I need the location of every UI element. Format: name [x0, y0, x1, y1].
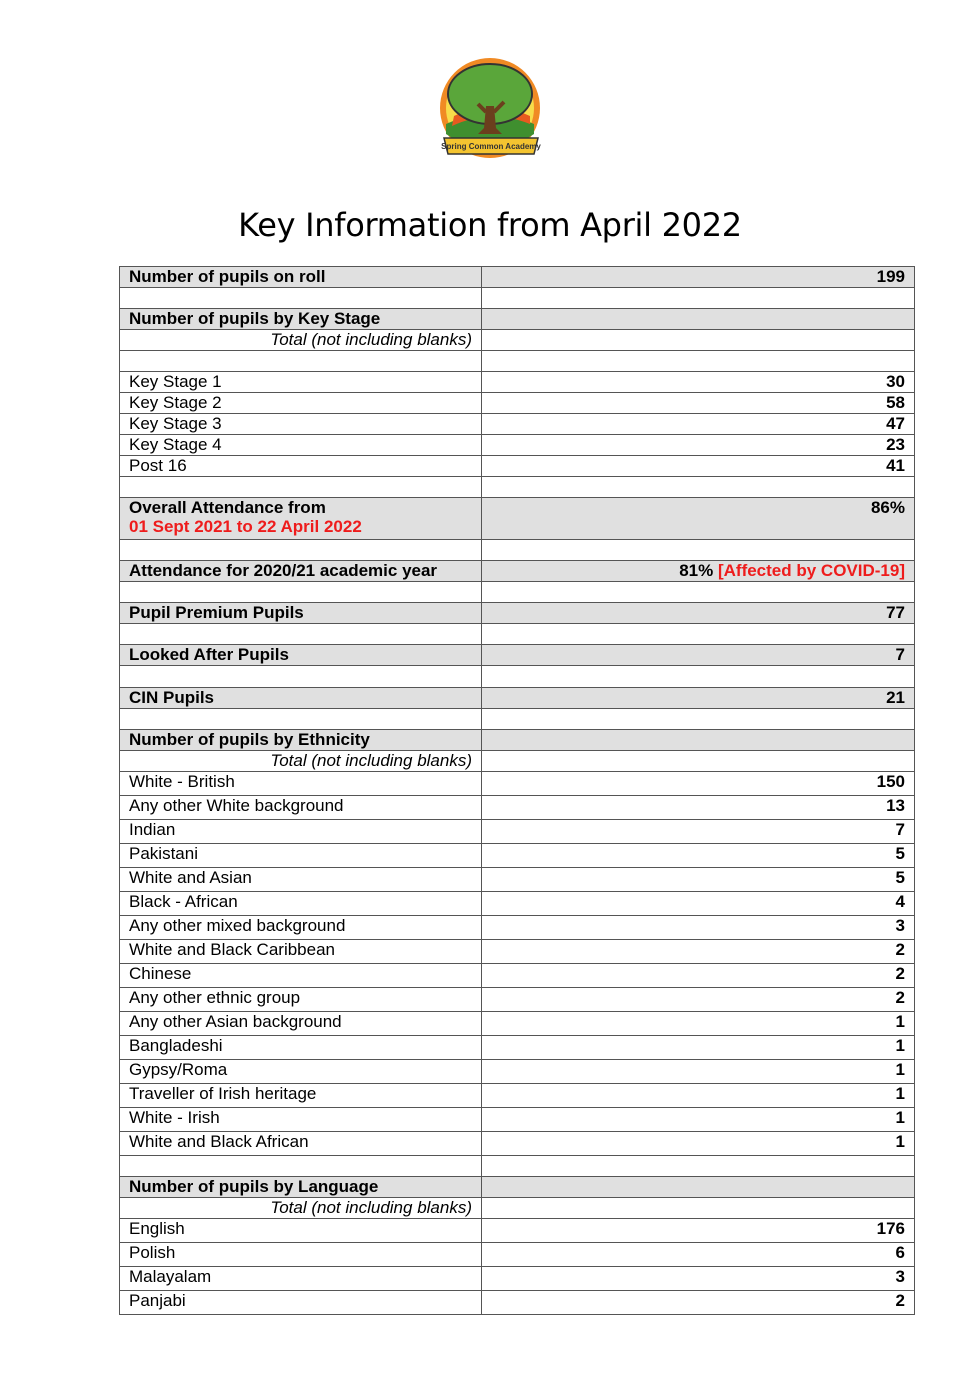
ethnicity-value: 1 — [482, 1108, 915, 1132]
ethnicity-heading: Number of pupils by Ethnicity — [120, 730, 482, 751]
ethnicity-value: 1 — [482, 1036, 915, 1060]
table-row — [120, 393, 915, 414]
ethnicity-label: Gypsy/Roma — [120, 1060, 482, 1084]
page-title: Key Information from April 2022 — [238, 206, 742, 244]
table-row — [120, 1243, 915, 1267]
table-row — [120, 603, 915, 624]
ethnicity-value: 1 — [482, 1060, 915, 1084]
key-stage-value: 58 — [482, 393, 915, 414]
ethnicity-value: 4 — [482, 892, 915, 916]
table-row — [120, 916, 915, 940]
attendance-2020-21-cell — [482, 561, 915, 582]
table-row — [120, 844, 915, 868]
table-row — [120, 892, 915, 916]
ethnicity-value: 2 — [482, 940, 915, 964]
table-row — [120, 796, 915, 820]
table-row — [120, 498, 915, 540]
key-stage-value: 41 — [482, 456, 915, 477]
ethnicity-value: 2 — [482, 988, 915, 1012]
language-value: 176 — [482, 1219, 915, 1243]
ethnicity-value: 2 — [482, 964, 915, 988]
key-stage-label: Post 16 — [120, 456, 482, 477]
spacer-row — [120, 582, 915, 603]
table-row — [120, 820, 915, 844]
spacer-row — [120, 1156, 915, 1177]
ethnicity-label: White and Asian — [120, 868, 482, 892]
school-logo — [434, 54, 548, 166]
key-information-table — [119, 266, 915, 1315]
spacer-row — [120, 540, 915, 561]
table-row — [120, 330, 915, 351]
looked-after-value: 7 — [482, 645, 915, 666]
ethnicity-value: 3 — [482, 916, 915, 940]
language-label: Panjabi — [120, 1291, 482, 1315]
table-row — [120, 1108, 915, 1132]
language-value: 2 — [482, 1291, 915, 1315]
cin-value: 21 — [482, 688, 915, 709]
language-subheading: Total (not including blanks) — [120, 1198, 482, 1219]
ethnicity-label: Black - African — [120, 892, 482, 916]
key-stage-subheading: Total (not including blanks) — [120, 330, 482, 351]
table-row — [120, 645, 915, 666]
table-row — [120, 267, 915, 288]
table-row — [120, 964, 915, 988]
language-value: 6 — [482, 1243, 915, 1267]
key-stage-label: Key Stage 1 — [120, 372, 482, 393]
table-row — [120, 772, 915, 796]
ethnicity-label: White and Black African — [120, 1132, 482, 1156]
pupil-premium-label: Pupil Premium Pupils — [120, 603, 482, 624]
language-value: 3 — [482, 1267, 915, 1291]
table-row — [120, 456, 915, 477]
table-row — [120, 751, 915, 772]
key-stage-label: Key Stage 2 — [120, 393, 482, 414]
pupil-premium-value: 77 — [482, 603, 915, 624]
table-row — [120, 940, 915, 964]
ethnicity-label: White and Black Caribbean — [120, 940, 482, 964]
table-row — [120, 372, 915, 393]
ethnicity-value: 5 — [482, 868, 915, 892]
key-stage-heading: Number of pupils by Key Stage — [120, 309, 482, 330]
table-row — [120, 868, 915, 892]
key-stage-value: 23 — [482, 435, 915, 456]
attendance-2020-21-value: 81% — [679, 561, 714, 580]
table-row — [120, 1291, 915, 1315]
table-row — [120, 414, 915, 435]
attendance-2020-21-label: Attendance for 2020/21 academic year — [120, 561, 482, 582]
table-row — [120, 1084, 915, 1108]
key-stage-label: Key Stage 4 — [120, 435, 482, 456]
ethnicity-value: 5 — [482, 844, 915, 868]
ethnicity-label: Any other ethnic group — [120, 988, 482, 1012]
overall-attendance-cell — [120, 498, 482, 540]
ethnicity-value: 1 — [482, 1132, 915, 1156]
key-stage-label: Key Stage 3 — [120, 414, 482, 435]
table-row — [120, 309, 915, 330]
table-row — [120, 1012, 915, 1036]
ethnicity-value: 7 — [482, 820, 915, 844]
pupils-on-roll-value: 199 — [482, 267, 915, 288]
ethnicity-label: Any other Asian background — [120, 1012, 482, 1036]
spacer-row — [120, 477, 915, 498]
ethnicity-label: Bangladeshi — [120, 1036, 482, 1060]
overall-attendance-value: 86% — [482, 498, 915, 540]
ethnicity-value: 13 — [482, 796, 915, 820]
key-stage-value: 47 — [482, 414, 915, 435]
spacer-row — [120, 666, 915, 688]
ethnicity-label: Any other mixed background — [120, 916, 482, 940]
overall-attendance-period: 01 Sept 2021 to 22 April 2022 — [129, 517, 362, 536]
looked-after-label: Looked After Pupils — [120, 645, 482, 666]
ethnicity-label: Traveller of Irish heritage — [120, 1084, 482, 1108]
table-row — [120, 435, 915, 456]
table-row — [120, 1132, 915, 1156]
spacer-row — [120, 351, 915, 372]
spacer-row — [120, 709, 915, 730]
ethnicity-label: Any other White background — [120, 796, 482, 820]
pupils-on-roll-label: Number of pupils on roll — [120, 267, 482, 288]
table-row — [120, 730, 915, 751]
ethnicity-label: Pakistani — [120, 844, 482, 868]
key-stage-value: 30 — [482, 372, 915, 393]
table-row — [120, 561, 915, 582]
language-heading: Number of pupils by Language — [120, 1177, 482, 1198]
tree-logo-icon — [434, 54, 548, 166]
table-row — [120, 1219, 915, 1243]
ethnicity-subheading: Total (not including blanks) — [120, 751, 482, 772]
covid-note: [Affected by COVID-19] — [717, 561, 905, 580]
ethnicity-label: White - British — [120, 772, 482, 796]
ethnicity-label: White - Irish — [120, 1108, 482, 1132]
language-label: Polish — [120, 1243, 482, 1267]
table-row — [120, 988, 915, 1012]
ethnicity-label: Indian — [120, 820, 482, 844]
ethnicity-label: Chinese — [120, 964, 482, 988]
table-row — [120, 1177, 915, 1198]
cin-label: CIN Pupils — [120, 688, 482, 709]
ethnicity-value: 150 — [482, 772, 915, 796]
language-label: Malayalam — [120, 1267, 482, 1291]
table-row — [120, 1198, 915, 1219]
language-label: English — [120, 1219, 482, 1243]
table-row — [120, 1036, 915, 1060]
table-row — [120, 1267, 915, 1291]
table-row — [120, 688, 915, 709]
logo-text: Spring Common Academy — [441, 142, 541, 151]
ethnicity-value: 1 — [482, 1084, 915, 1108]
spacer-row — [120, 624, 915, 645]
table-row — [120, 1060, 915, 1084]
spacer-row — [120, 288, 915, 309]
overall-attendance-label: Overall Attendance from — [129, 498, 326, 517]
ethnicity-value: 1 — [482, 1012, 915, 1036]
